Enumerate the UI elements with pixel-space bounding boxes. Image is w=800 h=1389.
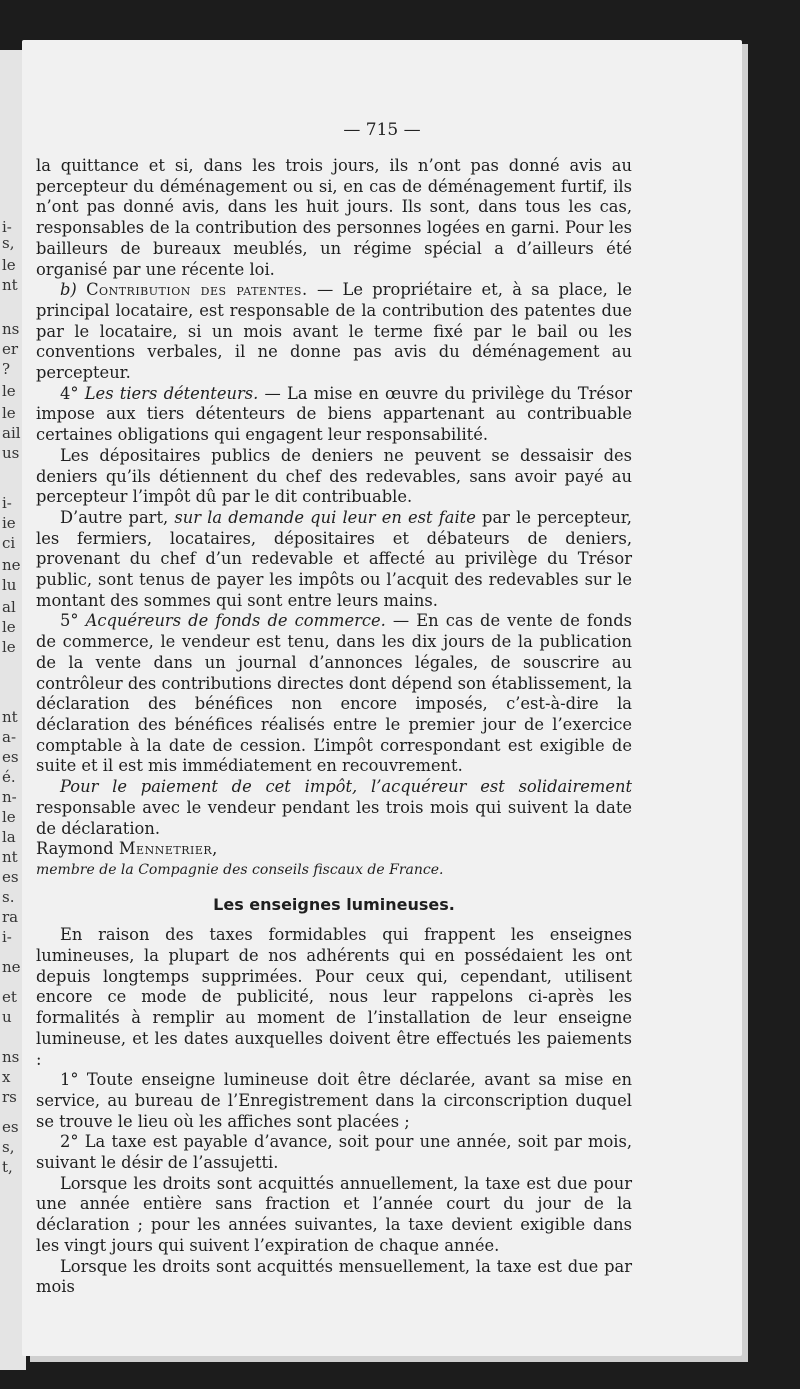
margin-fragment: i- xyxy=(2,928,12,946)
paragraph xyxy=(36,1132,632,1173)
paragraph-text: Lorsque les droits sont acquittés mensuellement, la taxe est due par mois xyxy=(36,1256,632,1297)
margin-fragment: es xyxy=(2,868,19,886)
paragraph-text: 1° Toute enseigne lumineuse doit être déclarée, avant sa mise en service, au bureau de l’Enregistrement dans la circonscription duquel se trouve le lieu où les affiches sont placées ; xyxy=(36,1070,632,1131)
paragraph-text: Lorsque les droits sont acquittés annuellement, la taxe est due pour une année entière sans fraction et l’année court du jour de la déclaration ; pour les années suivantes, la taxe devient exigible dans les vingt jours qui suivent l’expiration de chaque année. xyxy=(36,1173,632,1255)
margin-fragment: ns xyxy=(2,320,20,338)
paragraph xyxy=(36,1070,632,1132)
paragraph xyxy=(36,611,632,777)
paragraph-text: par le percepteur, les fermiers, locataires, dépositaires et débateurs de deniers, provenant du chef d’un redevable et affecté au privilège du Trésor public, sont tenus de payer les impôts ou l’acquit des redevables sur le montant des sommes qui sont entre leurs mains. xyxy=(36,507,632,610)
margin-fragment: t, xyxy=(2,1158,13,1176)
margin-fragment: le xyxy=(2,382,16,400)
signature-name xyxy=(36,839,632,860)
paragraph-text: 4° xyxy=(60,383,85,403)
margin-fragment: é. xyxy=(2,768,16,786)
margin-fragment: al xyxy=(2,598,16,616)
margin-fragment: s. xyxy=(2,888,15,906)
margin-fragment: le xyxy=(2,404,16,422)
margin-fragment: i- xyxy=(2,218,12,236)
page-number: — 715 — xyxy=(343,120,421,140)
margin-fragment: ra xyxy=(2,908,19,926)
paragraph-text: En raison des taxes formidables qui frappent les enseignes lumineuses, la plupart de nos adhérents qui en possédaient les ont depuis longtemps supprimées. Pour ceux qui, cependant, utilisent encore ce mode de publicité, nous leur rappelons ci-après les formalités à remplir au moment de l’installation de leur enseigne lumineuse, et les dates auxquelles doivent être effectués les paiements : xyxy=(36,925,632,1069)
paragraph xyxy=(36,1174,632,1257)
margin-fragment: er xyxy=(2,340,19,358)
paragraph-text: — En cas de vente de fonds de commerce, le vendeur est tenu, dans les dix jours de la publication de la vente dans un journal d’annonces légales, de souscrire au contrôleur des contributions directes dont dépend son établissement, la déclaration des bénéfices non encore imposés, c’est-à-dire la déclaration des bénéfices réalisés entre le premier jour de l’exercice comptable à la date de cession. L’impôt correspondant est exigible de suite et il est mis immédiatement en recouvrement. xyxy=(36,611,633,776)
margin-fragment: i- xyxy=(2,494,12,512)
margin-fragment: n- xyxy=(2,788,17,806)
paragraph xyxy=(36,446,632,508)
margin-fragment: x xyxy=(2,1068,11,1086)
margin-fragment: s, xyxy=(2,234,15,252)
paragraph-text: la quittance et si, dans les trois jours, ils n’ont pas donné avis au percepteur du déménagement ou si, en cas de déménagement furtif, ils n’ont pas donné avis, dans les huit jours. Ils sont, dans tous les cas, responsables de la contribution des personnes logées en garni. Pour les bailleurs de bureaux meublés, un régime spécial a d’ailleurs été organisé par une récente loi. xyxy=(36,156,632,279)
margin-fragment: ail xyxy=(2,424,21,442)
margin-fragment: rs xyxy=(2,1088,17,1106)
paragraph xyxy=(36,384,632,446)
margin-fragment: nt xyxy=(2,708,18,726)
paragraph-text: Acquéreurs de fonds de commerce. xyxy=(85,611,386,631)
paragraph xyxy=(36,280,632,384)
margin-fragment: ne xyxy=(2,556,21,574)
paragraph-text: sur la demande qui leur en est faite xyxy=(174,507,476,527)
margin-fragment: es xyxy=(2,748,19,766)
signature-last-name: Mennetrier, xyxy=(118,839,218,859)
paragraph xyxy=(36,508,632,612)
section-heading: Les enseignes lumineuses. xyxy=(213,894,455,914)
margin-fragment: s, xyxy=(2,1138,15,1156)
paragraph xyxy=(36,777,632,839)
margin-fragment: ne xyxy=(2,958,21,976)
paragraph-text: Pour le paiement de cet impôt, l’acquéreur est solidairement xyxy=(60,777,632,797)
margin-fragment: le xyxy=(2,618,16,636)
margin-fragment: ns xyxy=(2,1048,20,1066)
paragraph-text: 2° La taxe est payable d’avance, soit pour une année, soit par mois, suivant le désir de l’assujetti. xyxy=(36,1132,632,1173)
margin-fragment: la xyxy=(2,828,16,846)
margin-fragment: lu xyxy=(2,576,17,594)
paragraph-text: Contribution des patentes. xyxy=(86,280,308,300)
margin-fragment: a- xyxy=(2,728,17,746)
margin-fragment: us xyxy=(2,444,20,462)
paragraph-text: Les dépositaires publics de deniers ne peuvent se dessaisir des deniers qu’ils détiennent du chef des redevables, sans avoir payé au percepteur l’impôt dû par le dit contribuable. xyxy=(36,445,632,507)
signature-first-name: Raymond xyxy=(36,839,119,859)
margin-fragment: le xyxy=(2,808,16,826)
paragraph-text: b) xyxy=(60,280,87,300)
margin-fragment: et xyxy=(2,988,17,1006)
paragraph-text: Les tiers détenteurs. xyxy=(84,383,259,403)
paragraph-text: 5° xyxy=(60,611,86,631)
document-page xyxy=(22,40,742,1356)
margin-fragment: ? xyxy=(2,360,11,378)
margin-fragment: u xyxy=(2,1008,12,1026)
section-paragraphs xyxy=(36,156,632,839)
paragraph-text: D’autre part, xyxy=(60,507,175,527)
paragraph xyxy=(36,925,632,1070)
signature-role: membre de la Compagnie des conseils fiscaux de France. xyxy=(36,861,444,878)
paragraph xyxy=(36,156,632,280)
paragraph xyxy=(36,1257,632,1298)
paragraph-text: — La mise en œuvre du privilège du Trésor impose aux tiers détenteurs de biens appartenant au contribuable certaines obligations qui engagent leur responsabilité. xyxy=(36,383,632,445)
margin-fragment: le xyxy=(2,638,16,656)
margin-fragment: ie xyxy=(2,514,16,532)
margin-fragment: nt xyxy=(2,848,18,866)
section-paragraphs-enseignes xyxy=(36,925,632,1298)
margin-fragment: es xyxy=(2,1118,19,1136)
body-text xyxy=(36,156,632,1298)
margin-fragment: nt xyxy=(2,276,18,294)
margin-fragment: le xyxy=(2,256,16,274)
paragraph-text: — Le propriétaire et, à sa place, le principal locataire, est responsable de la contribution des patentes due par le locataire, si un mois avant le terme fixé par le bail ou les conventions verbales, il ne donne pas avis du déménagement au percepteur. xyxy=(36,280,633,383)
paragraph-text: responsable avec le vendeur pendant les trois mois qui suivent la date de déclaration. xyxy=(36,797,632,838)
margin-fragment: ci xyxy=(2,534,16,552)
